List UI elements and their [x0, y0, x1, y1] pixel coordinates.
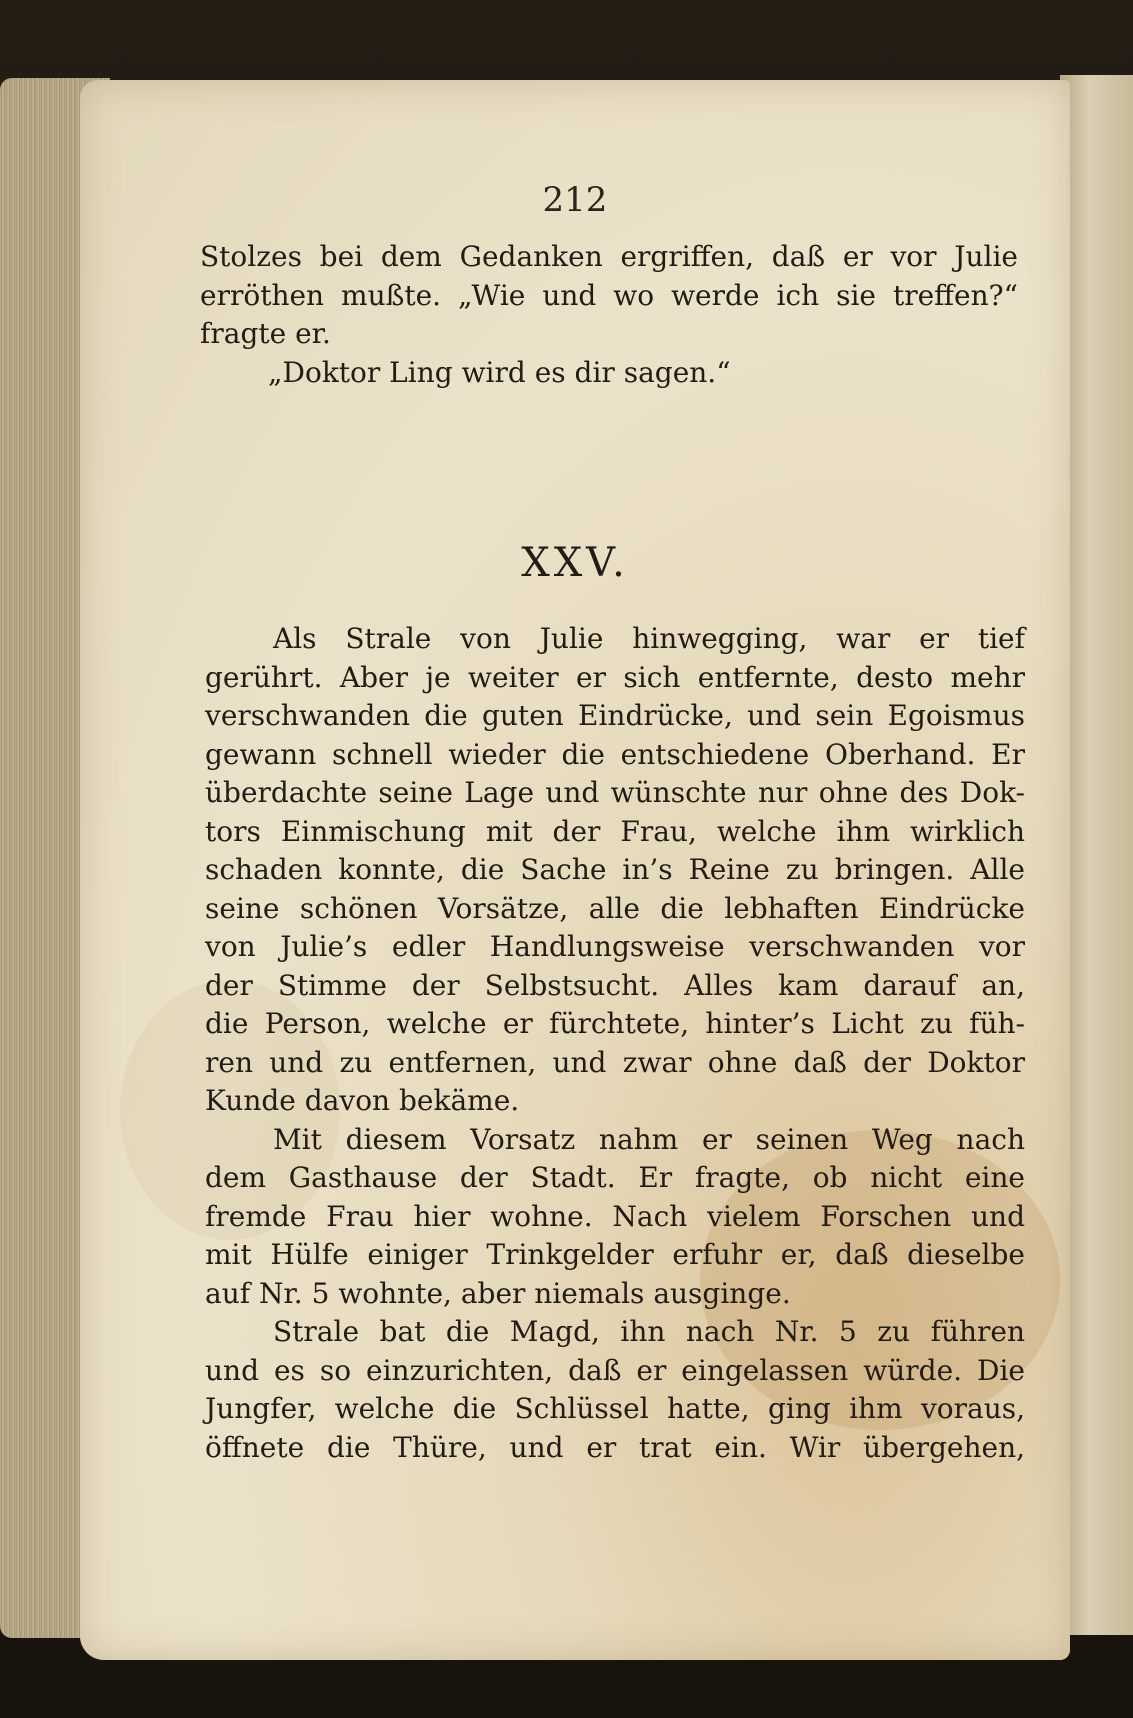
text-line: öffnete die Thüre, und er trat ein. Wir übergehen, [205, 1430, 1025, 1464]
next-page-edge [1060, 75, 1133, 1635]
text-line: fragte er. [200, 317, 331, 350]
text-line: verschwanden die guten Eindrücke, und sein Egoismus [205, 699, 1025, 732]
book-page [80, 80, 1070, 1660]
text-line: der Stimme der Selbstsucht. Alles kam darauf an, [205, 968, 1025, 1002]
text-block-top [200, 238, 1018, 392]
paragraph [205, 1313, 1025, 1467]
text-line: schaden konnte, die Sache in’s Reine zu bringen. Alle [205, 853, 1025, 886]
text-line: dem Gasthause der Stadt. Er fragte, ob nicht eine [205, 1161, 1025, 1194]
text-line: mit Hülfe einiger Trinkgelder erfuhr er, daß dieselbe [205, 1238, 1025, 1271]
text-line: „Doktor Ling wird es dir sagen.“ [268, 355, 731, 389]
paragraph [205, 620, 1025, 1121]
text-line: gerührt. Aber je weiter er sich entfernte, desto mehr [205, 660, 1025, 694]
text-line: von Julie’s edler Handlungsweise verschwanden vor [205, 930, 1025, 963]
text-line: auf Nr. 5 wohnte, aber niemals ausginge. [205, 1276, 791, 1310]
paragraph [200, 354, 1018, 393]
text-line: seine schönen Vorsätze, alle die lebhaften Eindrücke [205, 891, 1025, 925]
text-line: überdachte seine Lage und wünschte nur ohne des Dok- [205, 776, 1025, 809]
text-line: und es so einzurichten, daß er eingelassen würde. Die [205, 1353, 1025, 1387]
text-line: ren und zu entfernen, und zwar ohne daß der Doktor [205, 1045, 1025, 1079]
text-line: Als Strale von Julie hinwegging, war er tief [273, 622, 1025, 655]
text-line: Kunde davon bekäme. [205, 1084, 520, 1117]
page-number: 212 [542, 180, 608, 220]
text-line: fremde Frau hier wohne. Nach vielem Forschen und [205, 1199, 1025, 1233]
text-line: Mit diesem Vorsatz nahm er seinen Weg nach [273, 1122, 1025, 1156]
paragraph [200, 238, 1018, 354]
text-line: Jungfer, welche die Schlüssel hatte, ging ihm voraus, [205, 1392, 1025, 1425]
text-line: erröthen mußte. „Wie und wo werde ich sie treffen?“ [200, 278, 1018, 312]
chapter-heading: XXV. [521, 540, 629, 586]
text-line: tors Einmischung mit der Frau, welche ihm wirklich [205, 814, 1025, 848]
text-block-main [205, 620, 1025, 1467]
text-line: die Person, welche er fürchtete, hinter’s Licht zu füh- [205, 1007, 1025, 1040]
paragraph [205, 1121, 1025, 1314]
text-line: gewann schnell wieder die entschiedene Oberhand. Er [205, 737, 1025, 771]
text-line: Strale bat die Magd, ihn nach Nr. 5 zu führen [273, 1315, 1025, 1348]
text-line: Stolzes bei dem Gedanken ergriffen, daß er vor Julie [200, 240, 1018, 273]
